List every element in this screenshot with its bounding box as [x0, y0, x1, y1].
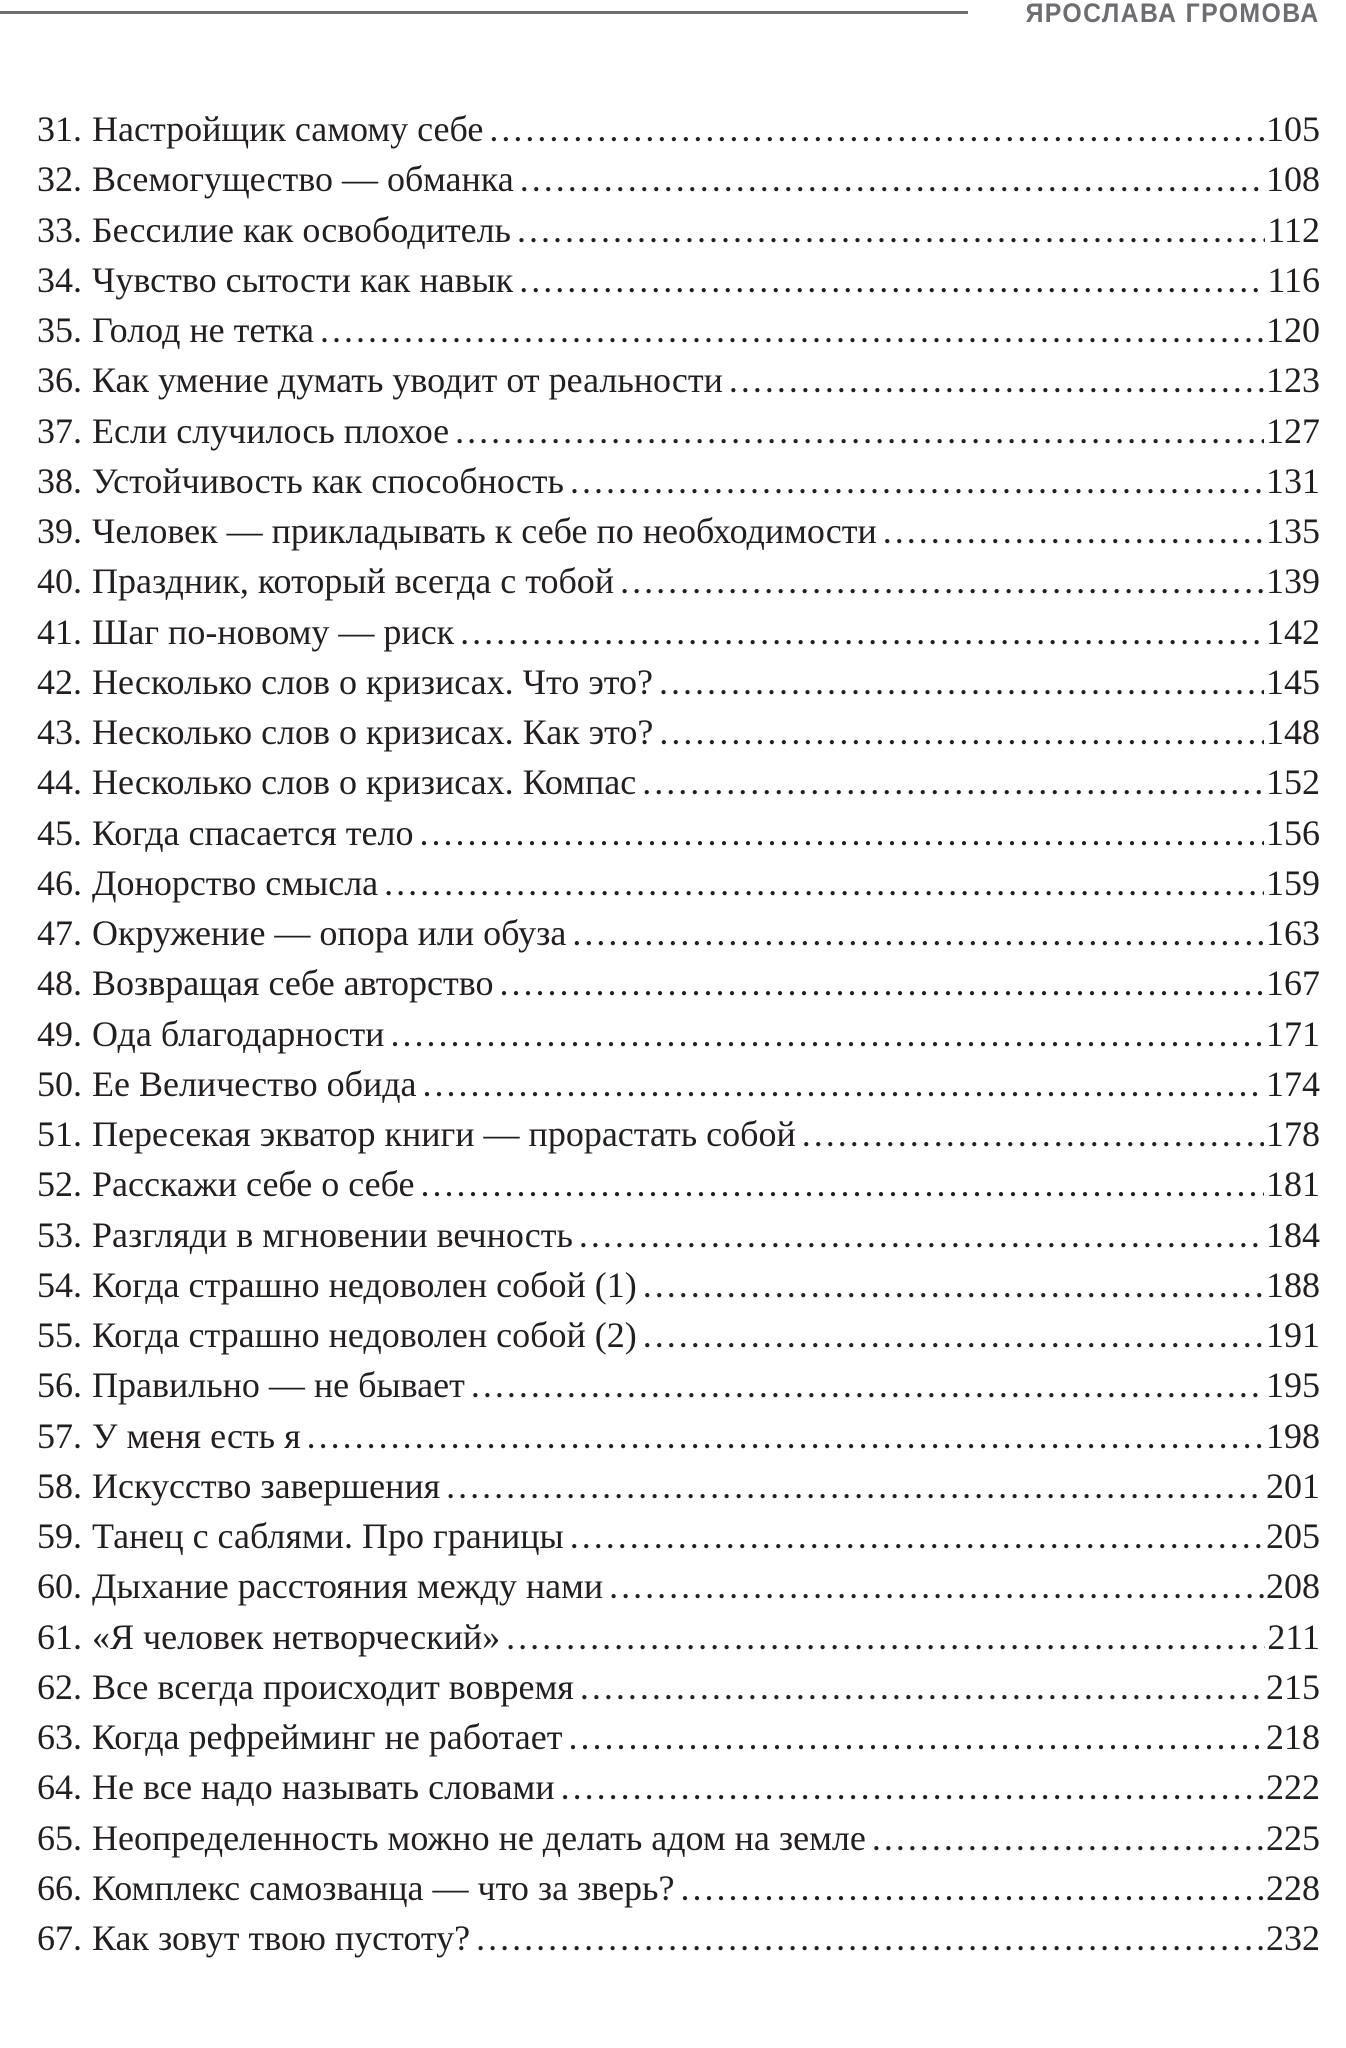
toc-entry — [37, 1813, 1320, 1863]
toc-dot-leader — [620, 556, 1264, 606]
toc-dot-leader — [517, 205, 1265, 255]
toc-entry-page: 145 — [1266, 661, 1320, 702]
toc-dot-leader — [609, 1561, 1264, 1611]
toc-entry — [37, 1260, 1320, 1310]
header-rule — [0, 11, 968, 14]
toc-entry-page: 205 — [1266, 1516, 1320, 1556]
toc-dot-leader — [419, 808, 1264, 858]
toc-entry-title: Когда спасается тело — [92, 812, 414, 853]
toc-entry — [37, 657, 1320, 707]
toc-entry-page: 142 — [1266, 611, 1320, 652]
toc-entry — [37, 1612, 1320, 1662]
toc-entry-number: 46. — [37, 862, 82, 903]
toc-dot-leader — [643, 1260, 1264, 1310]
toc-entry-title: Когда страшно недоволен собой (1) — [92, 1264, 637, 1305]
toc-entry-title: Бессилие как освободитель — [92, 209, 511, 250]
toc-dot-leader — [570, 1511, 1264, 1561]
toc-entry-page: 156 — [1266, 812, 1320, 853]
toc-entry — [37, 556, 1320, 606]
toc-entry-number: 53. — [37, 1214, 82, 1255]
toc-entry-title: Ее Величество обида — [92, 1063, 417, 1104]
toc-dot-leader — [729, 355, 1264, 405]
toc-entry-title: Голод не тетка — [92, 310, 315, 350]
toc-entry-title: Расскажи себе о себе — [92, 1164, 415, 1205]
toc-entry-number: 40. — [37, 561, 82, 602]
toc-entry-number: 62. — [37, 1666, 82, 1707]
toc-dot-leader — [643, 1310, 1264, 1360]
toc-entry — [37, 154, 1320, 204]
toc-entry-number: 60. — [37, 1566, 82, 1607]
toc-entry-number: 56. — [37, 1365, 82, 1406]
toc-entry-number: 51. — [37, 1114, 82, 1154]
toc-entry-title: Возвращая себе авторство — [92, 963, 494, 1004]
toc-entry — [37, 908, 1320, 958]
author-name: ЯРОСЛАВА ГРОМОВА — [1025, 0, 1320, 28]
toc-entry-title: Окружение — опора или обуза — [92, 913, 567, 953]
toc-dot-leader — [680, 1863, 1264, 1913]
toc-entry-title: Пересекая экватор книги — прорастать собой — [92, 1114, 796, 1154]
toc-entry-title: Правильно — не бывает — [92, 1365, 465, 1406]
toc-entry-page: 120 — [1266, 310, 1320, 350]
toc-entry-number: 47. — [37, 913, 82, 953]
toc-entry-title: Комплекс самозванца — что за зверь? — [92, 1867, 675, 1908]
toc-entry-title: «Я человек нетворческий» — [92, 1616, 501, 1657]
toc-entry-page: 211 — [1267, 1616, 1320, 1657]
toc-dot-leader — [659, 657, 1264, 707]
toc-dot-leader — [568, 1712, 1264, 1762]
toc-entry-title: Как умение думать уводит от реальности — [92, 360, 723, 401]
toc-entry-page: 195 — [1266, 1365, 1320, 1406]
toc-entry-number: 32. — [37, 159, 82, 200]
toc-dot-leader — [390, 1009, 1264, 1059]
toc-entry-number: 67. — [37, 1918, 82, 1958]
running-header — [0, 0, 1346, 40]
toc-entry-number: 58. — [37, 1465, 82, 1506]
toc-dot-leader — [423, 1059, 1264, 1109]
toc-entry — [37, 808, 1320, 858]
toc-dot-leader — [471, 1360, 1264, 1410]
toc-entry-number: 52. — [37, 1164, 82, 1205]
toc-entry — [37, 1411, 1320, 1461]
toc-dot-leader — [446, 1461, 1264, 1511]
toc-entry-title: Настройщик самому себе — [92, 109, 484, 149]
toc-entry-number: 37. — [37, 410, 82, 451]
toc-entry-page: 232 — [1266, 1918, 1320, 1958]
toc-entry-page: 188 — [1266, 1264, 1320, 1305]
toc-dot-leader — [519, 255, 1265, 305]
toc-entry-number: 57. — [37, 1415, 82, 1456]
toc-dot-leader — [572, 908, 1264, 958]
toc-entry-number: 66. — [37, 1867, 82, 1908]
toc-entry — [37, 1059, 1320, 1109]
toc-entry-page: 112 — [1267, 209, 1320, 250]
toc-entry-title: Ода благодарности — [92, 1013, 385, 1054]
toc-entry-number: 45. — [37, 812, 82, 853]
toc-entry-number: 38. — [37, 460, 82, 501]
toc-entry-page: 228 — [1266, 1867, 1320, 1908]
table-of-contents — [37, 104, 1320, 1963]
toc-entry-page: 105 — [1266, 109, 1320, 149]
toc-entry-number: 42. — [37, 661, 82, 702]
toc-entry — [37, 255, 1320, 305]
toc-dot-leader — [506, 1612, 1265, 1662]
toc-entry — [37, 1009, 1320, 1059]
toc-dot-leader — [659, 707, 1264, 757]
toc-entry-title: Как зовут твою пустоту? — [92, 1918, 471, 1958]
toc-entry-number: 41. — [37, 611, 82, 652]
toc-entry-number: 31. — [37, 109, 82, 149]
toc-entry — [37, 707, 1320, 757]
toc-entry-number: 49. — [37, 1013, 82, 1054]
toc-entry — [37, 104, 1320, 154]
toc-entry-title: У меня есть я — [92, 1415, 301, 1456]
toc-entry-title: Шаг по-новому — риск — [92, 611, 455, 652]
toc-dot-leader — [883, 506, 1264, 556]
toc-entry-number: 43. — [37, 712, 82, 752]
toc-entry-page: 208 — [1266, 1566, 1320, 1607]
toc-entry-title: Несколько слов о кризисах. Как это? — [92, 712, 654, 752]
toc-dot-leader — [455, 406, 1264, 456]
toc-entry — [37, 858, 1320, 908]
toc-entry-page: 159 — [1266, 862, 1320, 903]
toc-dot-leader — [579, 1210, 1264, 1260]
toc-entry — [37, 1159, 1320, 1209]
toc-entry-page: 127 — [1266, 410, 1320, 451]
toc-entry-title: Несколько слов о кризисах. Что это? — [92, 661, 654, 702]
toc-entry-page: 191 — [1266, 1315, 1320, 1355]
toc-dot-leader — [320, 305, 1264, 355]
toc-entry — [37, 1109, 1320, 1159]
toc-entry — [37, 1561, 1320, 1611]
toc-entry — [37, 1863, 1320, 1913]
toc-entry-page: 139 — [1266, 561, 1320, 602]
toc-entry-number: 61. — [37, 1616, 82, 1657]
toc-entry-title: Дыхание расстояния между нами — [92, 1566, 604, 1607]
toc-entry-title: Разгляди в мгновении вечность — [92, 1214, 573, 1255]
toc-entry-number: 54. — [37, 1264, 82, 1305]
toc-entry — [37, 305, 1320, 355]
toc-entry — [37, 1511, 1320, 1561]
toc-dot-leader — [307, 1411, 1264, 1461]
toc-dot-leader — [872, 1813, 1264, 1863]
toc-entry-title: Всемогущество — обманка — [92, 159, 514, 200]
toc-entry-number: 65. — [37, 1817, 82, 1858]
toc-entry-number: 34. — [37, 259, 82, 300]
toc-entry-title: Праздник, который всегда с тобой — [92, 561, 615, 602]
toc-entry-page: 198 — [1266, 1415, 1320, 1456]
toc-dot-leader — [420, 1159, 1264, 1209]
toc-entry-page: 222 — [1266, 1767, 1320, 1808]
toc-entry — [37, 205, 1320, 255]
toc-entry-number: 33. — [37, 209, 82, 250]
toc-entry-page: 171 — [1266, 1013, 1320, 1054]
toc-dot-leader — [802, 1109, 1264, 1159]
toc-entry-title: Неопределенность можно не делать адом на земле — [92, 1817, 866, 1858]
toc-entry — [37, 1662, 1320, 1712]
toc-dot-leader — [580, 1662, 1264, 1712]
toc-entry — [37, 1913, 1320, 1963]
toc-entry-page: 131 — [1266, 460, 1320, 501]
toc-entry-title: Донорство смысла — [92, 862, 379, 903]
toc-entry-number: 44. — [37, 762, 82, 803]
toc-entry-number: 39. — [37, 511, 82, 551]
toc-entry — [37, 1310, 1320, 1360]
toc-entry — [37, 1360, 1320, 1410]
toc-entry-number: 64. — [37, 1767, 82, 1808]
toc-entry-title: Несколько слов о кризисах. Компас — [92, 762, 637, 803]
toc-entry — [37, 506, 1320, 556]
toc-entry-number: 35. — [37, 310, 82, 350]
toc-entry-number: 55. — [37, 1315, 82, 1355]
toc-entry-page: 163 — [1266, 913, 1320, 953]
toc-entry-number: 36. — [37, 360, 82, 401]
toc-dot-leader — [499, 958, 1264, 1008]
toc-dot-leader — [570, 456, 1264, 506]
toc-entry-page: 167 — [1266, 963, 1320, 1004]
toc-entry-title: Когда страшно недоволен собой (2) — [92, 1315, 637, 1355]
toc-entry-page: 148 — [1266, 712, 1320, 752]
toc-entry-title: Танец с саблями. Про границы — [92, 1516, 564, 1556]
toc-dot-leader — [460, 607, 1264, 657]
toc-entry — [37, 958, 1320, 1008]
toc-entry-title: Все всегда происходит вовремя — [92, 1666, 574, 1707]
toc-entry-page: 123 — [1266, 360, 1320, 401]
toc-entry-page: 108 — [1266, 159, 1320, 200]
toc-entry-number: 48. — [37, 963, 82, 1004]
toc-entry-page: 116 — [1267, 259, 1320, 300]
toc-entry-page: 201 — [1266, 1465, 1320, 1506]
toc-entry-page: 218 — [1266, 1717, 1320, 1757]
toc-entry-page: 152 — [1266, 762, 1320, 803]
toc-entry-page: 225 — [1266, 1817, 1320, 1858]
toc-dot-leader — [489, 104, 1264, 154]
toc-dot-leader — [642, 757, 1264, 807]
toc-entry — [37, 1762, 1320, 1812]
toc-entry-title: Не все надо называть словами — [92, 1767, 555, 1808]
toc-entry — [37, 1712, 1320, 1762]
toc-entry — [37, 355, 1320, 405]
toc-entry — [37, 406, 1320, 456]
toc-entry-title: Искусство завершения — [92, 1465, 441, 1506]
toc-entry — [37, 607, 1320, 657]
toc-entry-page: 215 — [1266, 1666, 1320, 1707]
toc-entry-title: Когда рефрейминг не работает — [92, 1717, 563, 1757]
toc-dot-leader — [520, 154, 1264, 204]
toc-entry-number: 50. — [37, 1063, 82, 1104]
toc-entry — [37, 1210, 1320, 1260]
toc-entry-number: 59. — [37, 1516, 82, 1556]
toc-entry-title: Устойчивость как способность — [92, 460, 564, 501]
toc-entry-page: 181 — [1266, 1164, 1320, 1205]
toc-dot-leader — [561, 1762, 1264, 1812]
toc-entry-page: 174 — [1266, 1063, 1320, 1104]
toc-entry — [37, 1461, 1320, 1511]
toc-dot-leader — [476, 1913, 1264, 1963]
toc-entry-title: Чувство сытости как навык — [92, 259, 514, 300]
toc-entry — [37, 757, 1320, 807]
toc-entry — [37, 456, 1320, 506]
toc-entry-page: 178 — [1266, 1114, 1320, 1154]
toc-entry-number: 63. — [37, 1717, 82, 1757]
toc-entry-title: Человек — прикладывать к себе по необходимости — [92, 511, 877, 551]
toc-entry-title: Если случилось плохое — [92, 410, 450, 451]
toc-entry-page: 184 — [1266, 1214, 1320, 1255]
toc-dot-leader — [384, 858, 1264, 908]
toc-entry-page: 135 — [1266, 511, 1320, 551]
